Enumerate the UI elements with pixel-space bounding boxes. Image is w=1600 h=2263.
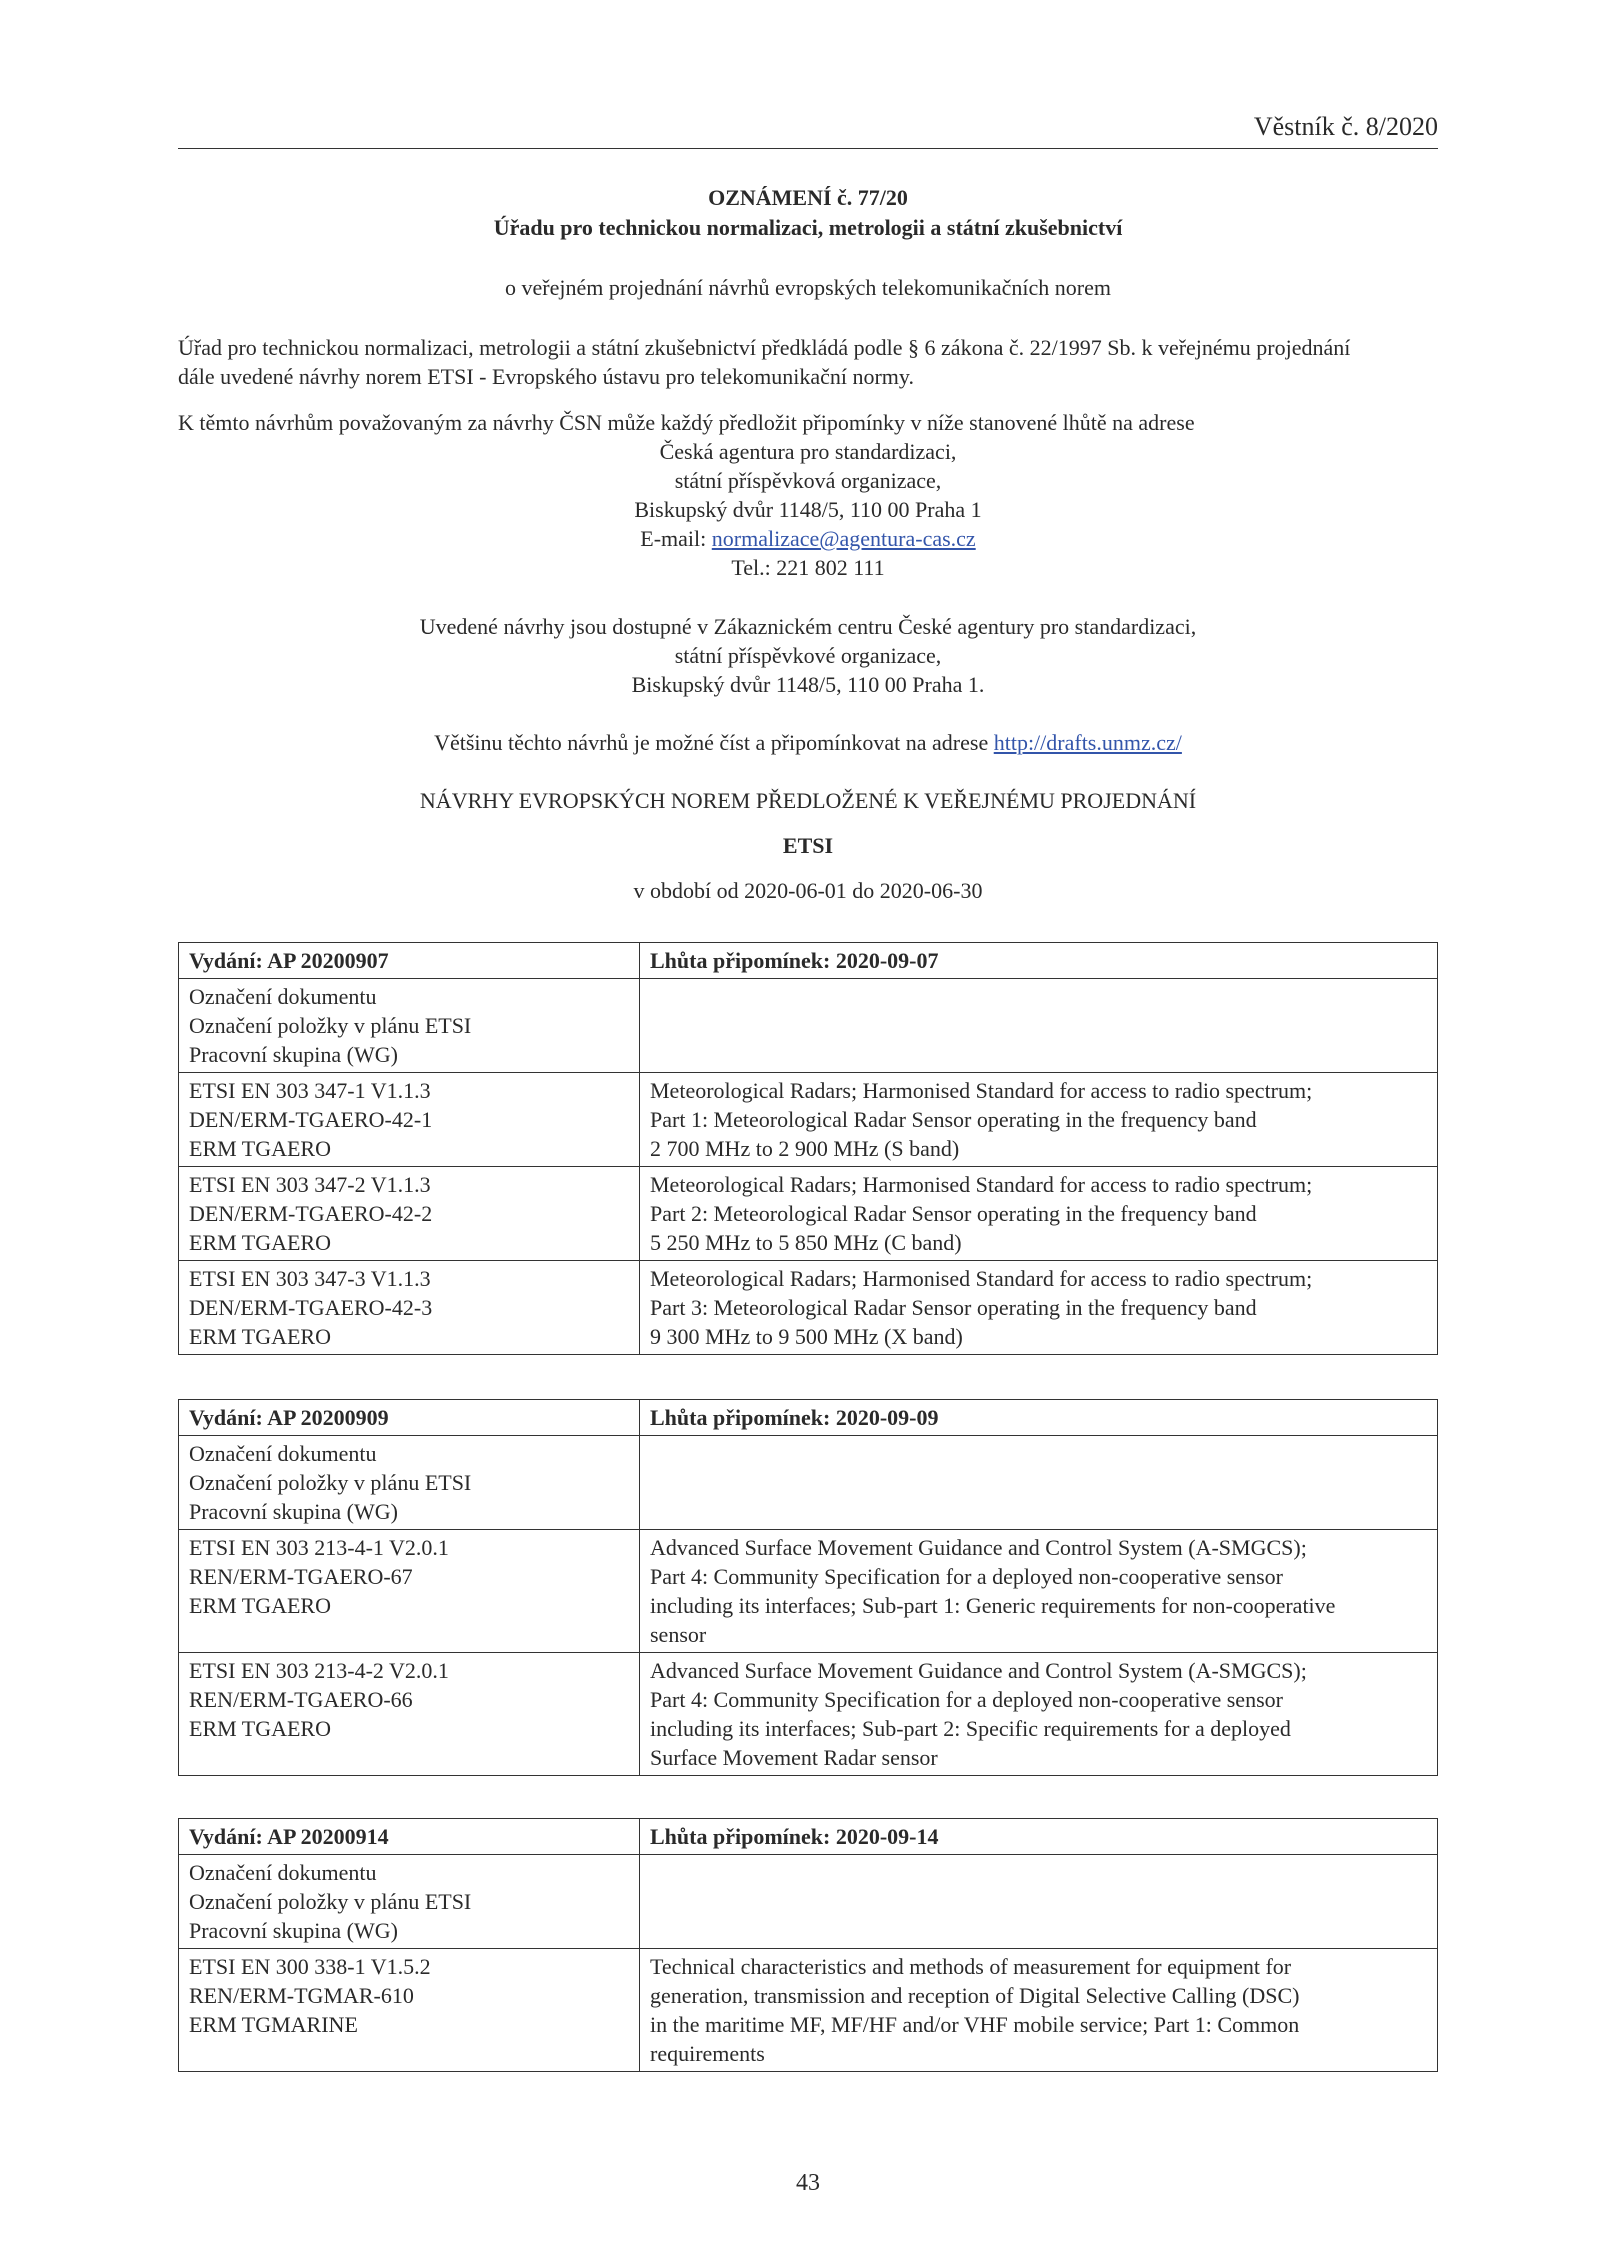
address-line: Uvedené návrhy jsou dostupné v Zákaznickém centru České agentury pro standardizaci, [419, 614, 1197, 639]
document-ids-cell [179, 1653, 640, 1776]
description-line: Advanced Surface Movement Guidance and Control System (A-SMGCS); [650, 1535, 1307, 1560]
empty-cell [640, 1436, 1438, 1530]
legend-line: Pracovní skupina (WG) [189, 1918, 398, 1943]
issuing-authority: Úřadu pro technickou normalizaci, metrologii a státní zkušebnictví [493, 215, 1123, 240]
document-ids-cell [179, 1261, 640, 1355]
section-title: NÁVRHY EVROPSKÝCH NOREM PŘEDLOŽENÉ K VEŘEJNÉMU PROJEDNÁNÍ [419, 788, 1197, 813]
comments-paragraph: K těmto návrhům považovaným za návrhy ČSN může každý předložit připomínky v níže stanovené lhůtě na adrese [178, 410, 1195, 435]
intro-paragraph [178, 333, 1438, 391]
document-id: ETSI EN 303 347-3 V1.1.3 [189, 1266, 431, 1291]
drafts-paragraph [178, 730, 1438, 756]
email-line [178, 524, 1438, 553]
working-group: ERM TGAERO [189, 1716, 331, 1741]
edition-table [178, 942, 1438, 1355]
intro-line: Úřad pro technickou normalizaci, metrologii a státní zkušebnictví předkládá podle § 6 zákona č. 22/1997 Sb. k veřejnému projednání [178, 335, 1351, 360]
description-line: 9 300 MHz to 9 500 MHz (X band) [650, 1324, 963, 1349]
table-row [179, 1530, 1438, 1653]
journal-issue: Věstník č. 8/2020 [1253, 112, 1438, 141]
deadline-cell: Lhůta připomínek: 2020-09-09 [640, 1400, 1438, 1436]
edition-table [178, 1399, 1438, 1776]
legend-line: Pracovní skupina (WG) [189, 1042, 398, 1067]
table-row [179, 1073, 1438, 1167]
notice-subject: o veřejném projednání návrhů evropských telekomunikačních norem [504, 275, 1112, 300]
description-cell [640, 1167, 1438, 1261]
table-header-row [179, 1819, 1438, 1855]
page-number: 43 [796, 2170, 820, 2196]
description-line: Advanced Surface Movement Guidance and Control System (A-SMGCS); [650, 1658, 1307, 1683]
description-line: Meteorological Radars; Harmonised Standard for access to radio spectrum; [650, 1078, 1313, 1103]
working-group: ERM TGAERO [189, 1593, 331, 1618]
legend-line: Označení dokumentu [189, 1860, 377, 1885]
table-row [179, 1261, 1438, 1355]
description-cell [640, 1261, 1438, 1355]
phone-line: Tel.: 221 802 111 [731, 555, 885, 580]
legend-line: Označení položky v plánu ETSI [189, 1889, 472, 1914]
description-line: Surface Movement Radar sensor [650, 1745, 938, 1770]
document-ids-cell [179, 1949, 640, 2072]
description-line: requirements [650, 2041, 765, 2066]
description-line: including its interfaces; Sub-part 1: Generic requirements for non-cooperative [650, 1593, 1336, 1618]
description-cell [640, 1949, 1438, 2072]
legend-line: Označení dokumentu [189, 984, 377, 1009]
deadline-cell: Lhůta připomínek: 2020-09-14 [640, 1819, 1438, 1855]
document-id: ETSI EN 303 213-4-2 V2.0.1 [189, 1658, 449, 1683]
address-line: státní příspěvkové organizace, [674, 643, 942, 668]
work-item-id: DEN/ERM-TGAERO-42-3 [189, 1295, 433, 1320]
edition-table [178, 1818, 1438, 2072]
legend-cell [179, 979, 640, 1073]
working-group: ERM TGMARINE [189, 2012, 358, 2037]
empty-cell [640, 979, 1438, 1073]
table-row [179, 1949, 1438, 2072]
legend-row [179, 1855, 1438, 1949]
description-line: Part 4: Community Specification for a deployed non-cooperative sensor [650, 1687, 1283, 1712]
description-line: Part 3: Meteorological Radar Sensor operating in the frequency band [650, 1295, 1257, 1320]
address-line: Biskupský dvůr 1148/5, 110 00 Praha 1. [631, 672, 985, 697]
legend-line: Označení položky v plánu ETSI [189, 1470, 472, 1495]
empty-cell [640, 1855, 1438, 1949]
period-text: v období od 2020-06-01 do 2020-06-30 [633, 878, 983, 903]
description-cell [640, 1653, 1438, 1776]
intro-line: dále uvedené návrhy norem ETSI - Evropského ústavu pro telekomunikační normy. [178, 364, 914, 389]
description-line: Meteorological Radars; Harmonised Standard for access to radio spectrum; [650, 1266, 1313, 1291]
document-id: ETSI EN 303 347-1 V1.1.3 [189, 1078, 431, 1103]
organization-heading: ETSI [782, 833, 834, 858]
legend-line: Označení položky v plánu ETSI [189, 1013, 472, 1038]
legend-row [179, 1436, 1438, 1530]
notice-number: OZNÁMENÍ č. 77/20 [708, 185, 908, 210]
description-line: in the maritime MF, MF/HF and/or VHF mobile service; Part 1: Common [650, 2012, 1300, 2037]
address-line: Česká agentura pro standardizaci, [659, 439, 957, 464]
deadline-cell: Lhůta připomínek: 2020-09-07 [640, 943, 1438, 979]
agency-address [178, 437, 1438, 582]
work-item-id: REN/ERM-TGMAR-610 [189, 1983, 414, 2008]
working-group: ERM TGAERO [189, 1324, 331, 1349]
description-line: Meteorological Radars; Harmonised Standard for access to radio spectrum; [650, 1172, 1313, 1197]
table-row [179, 1653, 1438, 1776]
working-group: ERM TGAERO [189, 1136, 331, 1161]
description-line: 5 250 MHz to 5 850 MHz (C band) [650, 1230, 962, 1255]
edition-cell: Vydání: AP 20200909 [179, 1400, 640, 1436]
legend-row [179, 979, 1438, 1073]
customer-center-address [178, 612, 1438, 699]
work-item-id: DEN/ERM-TGAERO-42-1 [189, 1107, 433, 1132]
legend-cell [179, 1436, 640, 1530]
document-id: ETSI EN 300 338-1 V1.5.2 [189, 1954, 431, 1979]
address-line: státní příspěvková organizace, [674, 468, 942, 493]
description-line: Part 1: Meteorological Radar Sensor operating in the frequency band [650, 1107, 1257, 1132]
description-line: 2 700 MHz to 2 900 MHz (S band) [650, 1136, 960, 1161]
work-item-id: DEN/ERM-TGAERO-42-2 [189, 1201, 433, 1226]
table-row [179, 1167, 1438, 1261]
work-item-id: REN/ERM-TGAERO-66 [189, 1687, 413, 1712]
description-line: sensor [650, 1622, 707, 1647]
table-header-row [179, 1400, 1438, 1436]
document-id: ETSI EN 303 347-2 V1.1.3 [189, 1172, 431, 1197]
description-line: generation, transmission and reception of Digital Selective Calling (DSC) [650, 1983, 1300, 2008]
description-cell [640, 1530, 1438, 1653]
page-header [178, 112, 1438, 149]
document-id: ETSI EN 303 213-4-1 V2.0.1 [189, 1535, 449, 1560]
legend-line: Označení dokumentu [189, 1441, 377, 1466]
description-line: Part 2: Meteorological Radar Sensor operating in the frequency band [650, 1201, 1257, 1226]
email-label: E-mail: [640, 526, 712, 551]
description-cell [640, 1073, 1438, 1167]
table-header-row [179, 943, 1438, 979]
document-ids-cell [179, 1530, 640, 1653]
email-link[interactable]: normalizace@agentura-cas.cz [711, 526, 976, 551]
legend-cell [179, 1855, 640, 1949]
description-line: Technical characteristics and methods of measurement for equipment for [650, 1954, 1292, 1979]
description-line: including its interfaces; Sub-part 2: Specific requirements for a deployed [650, 1716, 1291, 1741]
document-ids-cell [179, 1073, 640, 1167]
drafts-text: Většinu těchto návrhů je možné číst a připomínkovat na adrese [434, 730, 994, 755]
document-ids-cell [179, 1167, 640, 1261]
work-item-id: REN/ERM-TGAERO-67 [189, 1564, 413, 1589]
legend-line: Pracovní skupina (WG) [189, 1499, 398, 1524]
drafts-link[interactable]: http://drafts.unmz.cz/ [993, 730, 1182, 755]
address-line: Biskupský dvůr 1148/5, 110 00 Praha 1 [634, 497, 982, 522]
description-line: Part 4: Community Specification for a deployed non-cooperative sensor [650, 1564, 1283, 1589]
working-group: ERM TGAERO [189, 1230, 331, 1255]
edition-cell: Vydání: AP 20200907 [179, 943, 640, 979]
edition-cell: Vydání: AP 20200914 [179, 1819, 640, 1855]
